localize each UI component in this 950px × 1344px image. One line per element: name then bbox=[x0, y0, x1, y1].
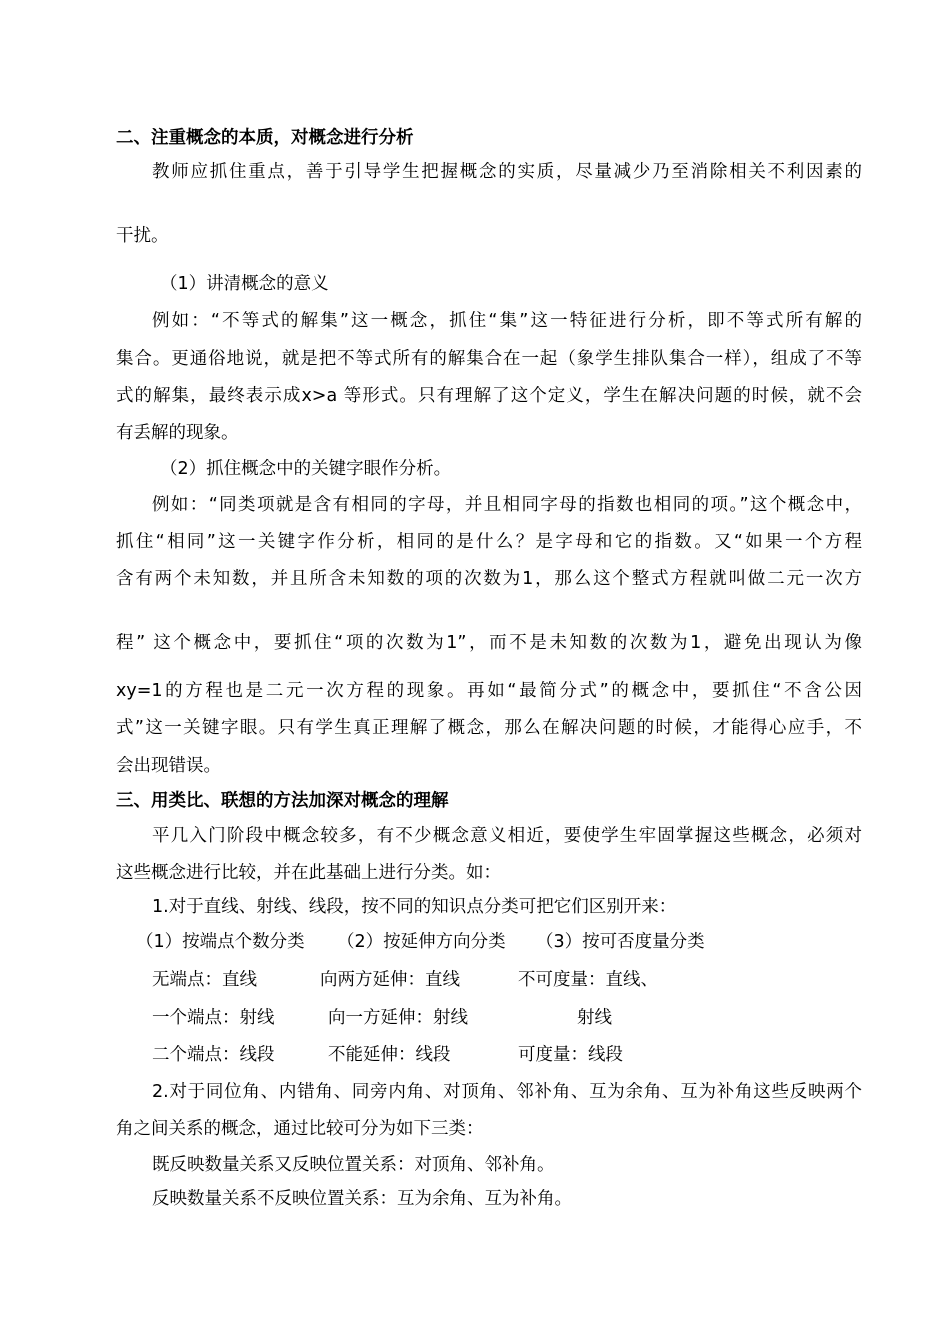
table-cell: 一个端点：射线 bbox=[152, 1008, 275, 1028]
paragraph-line: 抓住“相同”这一关键字作分析，相同的是什么？是字母和它的指数。又“如果一个方程 bbox=[116, 532, 862, 552]
paragraph-line: 例如：“不等式的解集”这一概念，抓住“集”这一特征进行分析，即不等式所有解的 bbox=[152, 311, 862, 331]
paragraph-line: 例如：“同类项就是含有相同的字母，并且相同字母的指数也相同的项。”这个概念中， bbox=[152, 495, 862, 515]
table-cell: 向两方延伸：直线 bbox=[320, 970, 460, 990]
paragraph-line: xy=1的方程也是二元一次方程的现象。再如“最简分式”的概念中，要抓住“不含公因 bbox=[116, 681, 862, 701]
paragraph-line: 式”这一关键字眼。只有学生真正理解了概念，那么在解决问题的时候，才能得心应手，不 bbox=[116, 718, 862, 738]
subheading-item2: （2）抓住概念中的关键字眼作分析。 bbox=[160, 459, 452, 479]
paragraph-line: 2.对于同位角、内错角、同旁内角、对顶角、邻补角、互为余角、互为补角这些反映两个 bbox=[152, 1082, 862, 1102]
paragraph-line: 教师应抓住重点，善于引导学生把握概念的实质，尽量减少乃至消除相关不利因素的 bbox=[152, 162, 862, 182]
paragraph-line: 会出现错误。 bbox=[116, 756, 221, 776]
table-header: （1）按端点个数分类 bbox=[136, 932, 305, 952]
table-cell: 向一方延伸：射线 bbox=[328, 1008, 468, 1028]
table-header: （2）按延伸方向分类 bbox=[337, 932, 506, 952]
table-cell: 可度量：线段 bbox=[518, 1045, 623, 1065]
paragraph-line: 式的解集，最终表示成x>a 等形式。只有理解了这个定义，学生在解决问题的时候，就不会 bbox=[116, 386, 862, 406]
paragraph-line: 角之间关系的概念，通过比较可分为如下三类： bbox=[116, 1119, 484, 1139]
paragraph-line: 既反映数量关系又反映位置关系：对顶角、邻补角。 bbox=[152, 1155, 555, 1175]
table-cell: 射线 bbox=[577, 1008, 612, 1028]
paragraph-line: 反映数量关系不反映位置关系：互为余角、互为补角。 bbox=[152, 1189, 572, 1209]
table-header: （3）按可否度量分类 bbox=[536, 932, 705, 952]
table-cell: 不能延伸：线段 bbox=[328, 1045, 451, 1065]
table-cell: 无端点：直线 bbox=[152, 970, 257, 990]
paragraph-line: 集合。更通俗地说，就是把不等式所有的解集合在一起（象学生排队集合一样），组成了不等 bbox=[116, 349, 862, 369]
table-cell: 不可度量：直线、 bbox=[518, 970, 658, 990]
paragraph-line: 程” 这个概念中，要抓住“项的次数为1”，而不是未知数的次数为1，避免出现认为像 bbox=[116, 633, 862, 653]
paragraph-line: 有丢解的现象。 bbox=[116, 423, 239, 443]
paragraph-line: 含有两个未知数，并且所含未知数的项的次数为1，那么这个整式方程就叫做二元一次方 bbox=[116, 569, 862, 589]
point-1: 1.对于直线、射线、线段，按不同的知识点分类可把它们区别开来： bbox=[152, 897, 677, 917]
section-heading-2: 二、注重概念的本质，对概念进行分析 bbox=[116, 128, 414, 148]
paragraph-line: 这些概念进行比较，并在此基础上进行分类。如： bbox=[116, 863, 501, 883]
section-heading-3: 三、用类比、联想的方法加深对概念的理解 bbox=[116, 791, 449, 811]
subheading-item1: （1）讲清概念的意义 bbox=[160, 274, 329, 294]
paragraph-line: 平几入门阶段中概念较多，有不少概念意义相近，要使学生牢固掌握这些概念，必须对 bbox=[152, 826, 862, 846]
paragraph-line: 干扰。 bbox=[116, 226, 169, 246]
table-cell: 二个端点：线段 bbox=[152, 1045, 275, 1065]
